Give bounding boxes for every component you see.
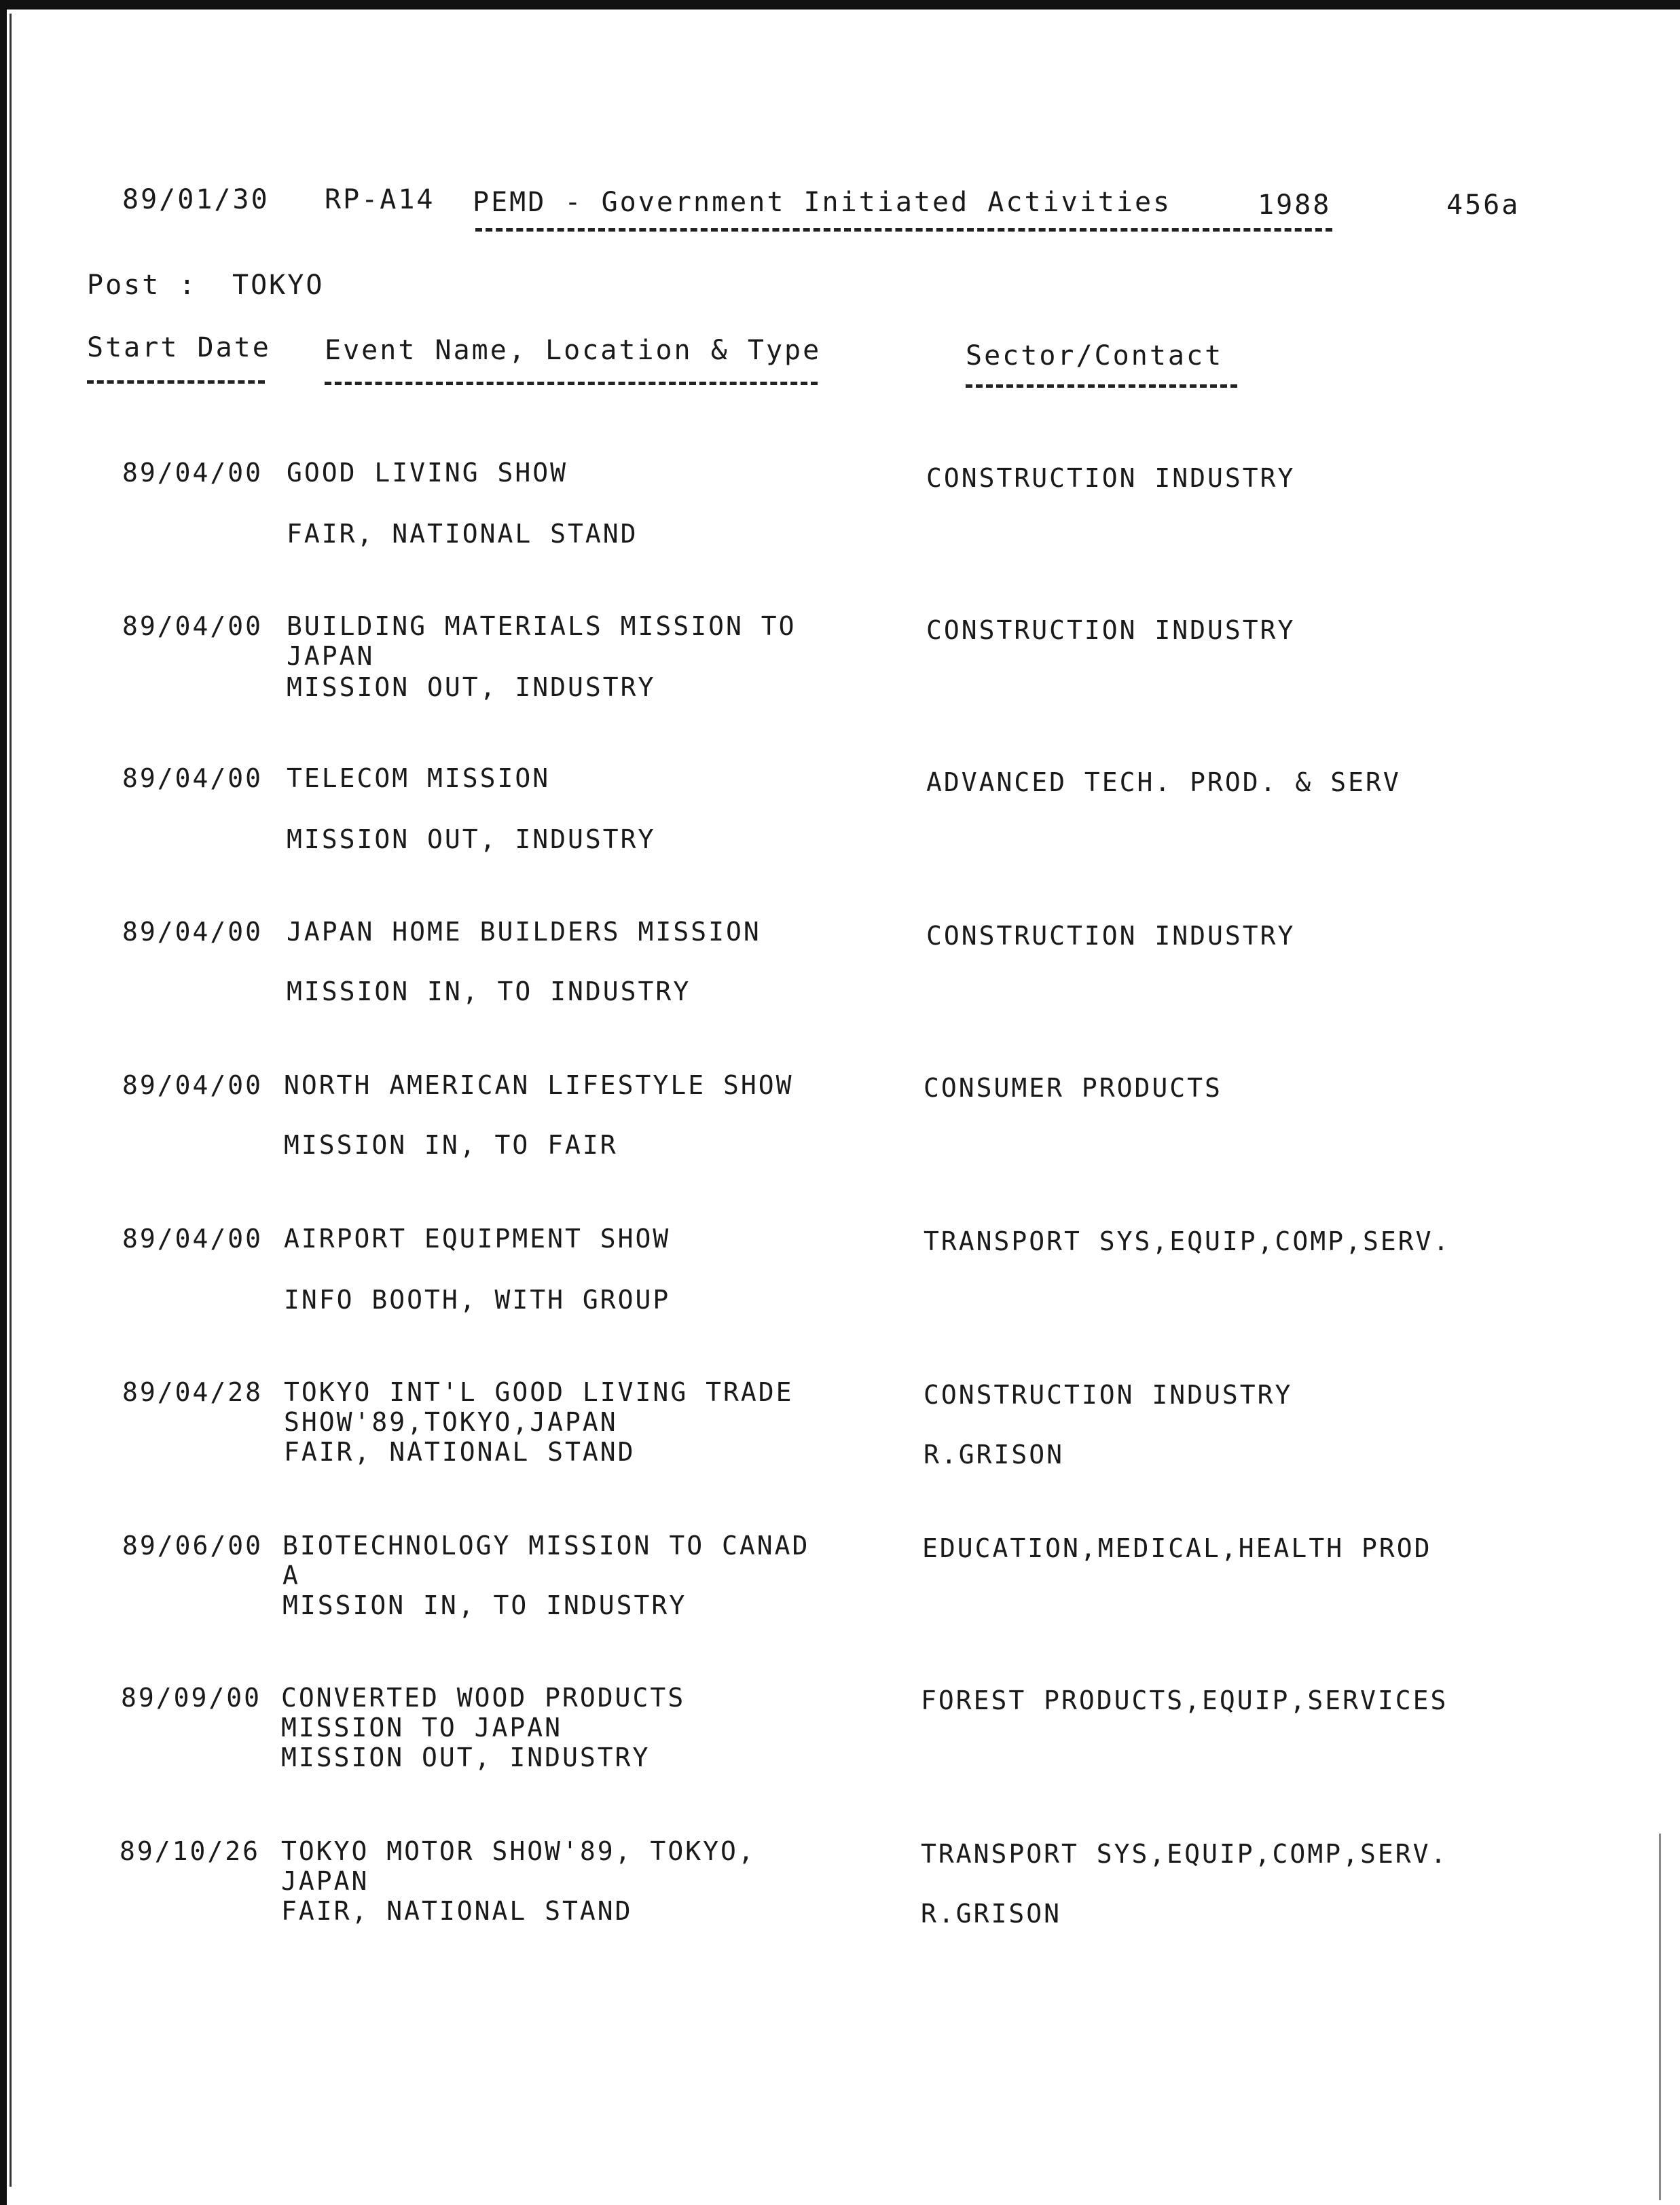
row-date: 89/10/26 — [120, 1836, 261, 1866]
row-event-line-3: MISSION OUT, INDUSTRY — [281, 1743, 651, 1772]
row-event-line-1: TOKYO INT'L GOOD LIVING TRADE — [284, 1377, 794, 1407]
row-event-line-3: MISSION IN, TO FAIR — [284, 1130, 618, 1160]
column-header-start-date: Start Date — [87, 332, 271, 363]
page-edge-left — [0, 0, 7, 2205]
row-date: 89/04/00 — [122, 611, 263, 641]
row-sector-line-1: TRANSPORT SYS,EQUIP,COMP,SERV. — [921, 1839, 1448, 1869]
column-header-sector: Sector/Contact — [966, 340, 1224, 371]
row-date: 89/06/00 — [122, 1531, 263, 1561]
row-contact: R.GRISON — [921, 1899, 1062, 1929]
row-sector-line-1: FOREST PRODUCTS,EQUIP,SERVICES — [921, 1685, 1448, 1715]
post-value: TOKYO — [232, 270, 325, 301]
row-sector-line-1: CONSTRUCTION INDUSTRY — [926, 615, 1296, 645]
row-sector-line-1: TRANSPORT SYS,EQUIP,COMP,SERV. — [924, 1226, 1451, 1256]
row-event-line-3: INFO BOOTH, WITH GROUP — [284, 1285, 671, 1315]
report-id: RP-A14 — [325, 184, 435, 215]
page-edge-left-inner — [10, 14, 12, 2187]
row-event-line-2: SHOW'89,TOKYO,JAPAN — [284, 1407, 618, 1437]
row-event-line-3: FAIR, NATIONAL STAND — [281, 1896, 633, 1926]
column-underline-sector — [966, 384, 1237, 388]
row-date: 89/04/00 — [122, 917, 263, 947]
row-sector-line-1: CONSTRUCTION INDUSTRY — [926, 463, 1296, 493]
row-event-line-1: GOOD LIVING SHOW — [287, 458, 568, 488]
row-event-line-2: JAPAN — [287, 641, 375, 671]
row-sector-line-1: EDUCATION,MEDICAL,HEALTH PROD — [922, 1533, 1432, 1563]
column-underline-event — [325, 382, 818, 385]
row-event-line-3: FAIR, NATIONAL STAND — [284, 1437, 636, 1467]
row-event-line-3: FAIR, NATIONAL STAND — [287, 519, 638, 549]
row-sector-line-1: CONSUMER PRODUCTS — [924, 1073, 1222, 1103]
row-sector-line-1: ADVANCED TECH. PROD. & SERV — [926, 767, 1401, 797]
row-date: 89/04/00 — [122, 1224, 263, 1254]
report-run-date: 89/01/30 — [122, 184, 270, 215]
column-header-event: Event Name, Location & Type — [325, 335, 822, 366]
row-event-line-1: JAPAN HOME BUILDERS MISSION — [287, 917, 761, 947]
post-label: Post : — [87, 270, 198, 301]
report-year: 1988 — [1258, 189, 1332, 221]
row-event-line-1: AIRPORT EQUIPMENT SHOW — [284, 1224, 671, 1254]
title-underline — [475, 228, 1332, 232]
row-event-line-3: MISSION IN, TO INDUSTRY — [287, 977, 691, 1006]
row-event-line-1: TELECOM MISSION — [287, 763, 551, 793]
row-event-line-1: TOKYO MOTOR SHOW'89, TOKYO, — [281, 1836, 756, 1866]
row-date: 89/09/00 — [121, 1683, 262, 1713]
row-event-line-1: CONVERTED WOOD PRODUCTS — [281, 1683, 686, 1713]
row-event-line-3: MISSION OUT, INDUSTRY — [287, 824, 656, 854]
page-number: 456a — [1446, 189, 1520, 221]
row-event-line-3: MISSION OUT, INDUSTRY — [287, 672, 656, 702]
row-sector-line-1: CONSTRUCTION INDUSTRY — [926, 921, 1296, 951]
row-contact: R.GRISON — [924, 1440, 1065, 1470]
page-edge-right — [1659, 1834, 1661, 2200]
row-event-line-1: BUILDING MATERIALS MISSION TO — [287, 611, 797, 641]
row-sector-line-1: CONSTRUCTION INDUSTRY — [924, 1380, 1293, 1410]
page-edge-top — [0, 0, 1680, 10]
row-date: 89/04/00 — [122, 1070, 263, 1100]
row-date: 89/04/00 — [122, 763, 263, 793]
row-event-line-1: BIOTECHNOLOGY MISSION TO CANAD — [282, 1531, 810, 1561]
row-date: 89/04/00 — [122, 458, 263, 488]
row-event-line-2: JAPAN — [281, 1866, 369, 1896]
row-event-line-3: MISSION IN, TO INDUSTRY — [282, 1590, 687, 1620]
row-event-line-2: MISSION TO JAPAN — [281, 1713, 563, 1743]
row-event-line-1: NORTH AMERICAN LIFESTYLE SHOW — [284, 1070, 794, 1100]
column-underline-start-date — [87, 380, 265, 384]
row-event-line-2: A — [282, 1561, 300, 1590]
report-title: PEMD - Government Initiated Activities — [473, 187, 1172, 218]
row-date: 89/04/28 — [122, 1377, 263, 1407]
